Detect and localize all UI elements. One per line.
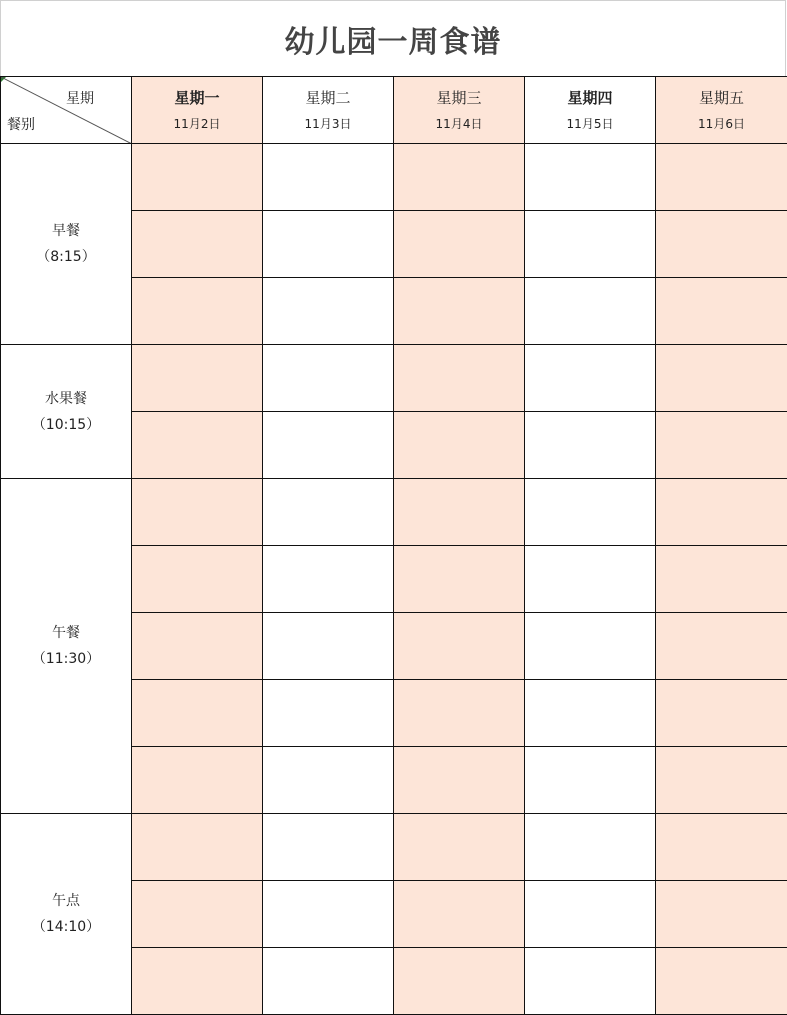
menu-cell[interactable] <box>394 747 525 814</box>
page-title: 幼儿园一周食谱 <box>284 24 502 60</box>
meal-time: （11:30） <box>31 651 101 667</box>
day-name: 星期二 <box>305 89 351 107</box>
meal-time: （14:10） <box>31 919 101 935</box>
day-date: 11月6日 <box>698 117 745 131</box>
menu-cell[interactable] <box>132 278 263 345</box>
day-header-cell[interactable] <box>394 77 525 144</box>
menu-cell[interactable] <box>132 948 263 1015</box>
header-row <box>1 77 787 144</box>
meal-label-cell[interactable] <box>1 814 132 1015</box>
day-date: 11月5日 <box>566 117 614 131</box>
table-row <box>1 479 787 546</box>
menu-cell[interactable] <box>525 278 656 345</box>
menu-cell[interactable] <box>263 948 394 1015</box>
day-name: 星期三 <box>436 89 482 107</box>
meal-label-cell[interactable] <box>1 479 132 814</box>
menu-cell[interactable] <box>263 412 394 479</box>
menu-cell[interactable] <box>525 412 656 479</box>
menu-cell[interactable] <box>525 345 656 412</box>
menu-cell[interactable] <box>525 211 656 278</box>
menu-cell[interactable] <box>132 747 263 814</box>
menu-cell[interactable] <box>132 144 263 211</box>
menu-cell[interactable] <box>132 881 263 948</box>
menu-cell[interactable] <box>132 479 263 546</box>
day-header-cell[interactable] <box>263 77 394 144</box>
menu-cell[interactable] <box>394 948 525 1015</box>
menu-cell[interactable] <box>394 814 525 881</box>
menu-cell[interactable] <box>656 680 787 747</box>
menu-cell[interactable] <box>263 345 394 412</box>
menu-cell[interactable] <box>656 278 787 345</box>
menu-cell[interactable] <box>132 345 263 412</box>
menu-cell[interactable] <box>263 680 394 747</box>
meal-name: 早餐 <box>52 223 80 239</box>
table-row <box>1 814 787 881</box>
menu-cell[interactable] <box>394 881 525 948</box>
menu-cell[interactable] <box>394 345 525 412</box>
meal-name: 午餐 <box>52 625 80 641</box>
menu-table <box>0 76 787 1015</box>
menu-cell[interactable] <box>656 412 787 479</box>
menu-cell[interactable] <box>263 546 394 613</box>
menu-cell[interactable] <box>525 747 656 814</box>
day-date: 11月3日 <box>304 117 352 131</box>
menu-cell[interactable] <box>263 814 394 881</box>
menu-cell[interactable] <box>132 680 263 747</box>
menu-cell[interactable] <box>525 144 656 211</box>
day-name: 星期四 <box>567 89 613 107</box>
menu-cell[interactable] <box>263 278 394 345</box>
menu-cell[interactable] <box>394 278 525 345</box>
menu-cell[interactable] <box>394 680 525 747</box>
corner-cell[interactable] <box>1 77 132 144</box>
menu-cell[interactable] <box>656 747 787 814</box>
menu-cell[interactable] <box>656 144 787 211</box>
menu-cell[interactable] <box>656 881 787 948</box>
menu-cell[interactable] <box>394 412 525 479</box>
menu-cell[interactable] <box>656 948 787 1015</box>
table-row <box>1 144 787 211</box>
menu-cell[interactable] <box>394 546 525 613</box>
menu-cell[interactable] <box>263 881 394 948</box>
meal-name: 水果餐 <box>45 390 87 407</box>
menu-cell[interactable] <box>656 546 787 613</box>
menu-cell[interactable] <box>263 211 394 278</box>
day-date: 11月2日 <box>173 117 221 131</box>
menu-cell[interactable] <box>263 613 394 680</box>
day-header-cell[interactable] <box>132 77 263 144</box>
menu-cell[interactable] <box>656 479 787 546</box>
menu-cell[interactable] <box>394 613 525 680</box>
menu-cell[interactable] <box>132 211 263 278</box>
menu-cell[interactable] <box>525 680 656 747</box>
menu-cell[interactable] <box>525 613 656 680</box>
menu-cell[interactable] <box>656 613 787 680</box>
menu-cell[interactable] <box>525 881 656 948</box>
menu-cell[interactable] <box>656 814 787 881</box>
meal-name: 午点 <box>52 893 80 909</box>
day-header-cell[interactable] <box>656 77 787 144</box>
menu-cell[interactable] <box>525 479 656 546</box>
meal-time: （10:15） <box>31 416 101 433</box>
menu-cell[interactable] <box>525 948 656 1015</box>
menu-cell[interactable] <box>656 345 787 412</box>
menu-cell[interactable] <box>394 144 525 211</box>
menu-cell[interactable] <box>525 546 656 613</box>
table-row <box>1 345 787 412</box>
menu-cell[interactable] <box>132 814 263 881</box>
day-name: 星期五 <box>698 89 744 107</box>
meal-label-cell[interactable] <box>1 144 132 345</box>
menu-cell[interactable] <box>132 546 263 613</box>
day-name: 星期一 <box>174 89 220 107</box>
menu-cell[interactable] <box>132 412 263 479</box>
title-row <box>0 0 786 76</box>
menu-cell[interactable] <box>656 211 787 278</box>
day-date: 11月4日 <box>435 117 483 131</box>
menu-cell[interactable] <box>394 211 525 278</box>
corner-week-label: 星期 <box>66 91 94 107</box>
meal-label-cell[interactable] <box>1 345 132 479</box>
day-header-cell[interactable] <box>525 77 656 144</box>
menu-cell[interactable] <box>525 814 656 881</box>
menu-cell[interactable] <box>263 479 394 546</box>
meal-time: （8:15） <box>36 249 96 265</box>
menu-cell[interactable] <box>263 747 394 814</box>
corner-meal-label: 餐别 <box>7 117 35 133</box>
menu-cell[interactable] <box>263 144 394 211</box>
menu-cell[interactable] <box>394 479 525 546</box>
menu-cell[interactable] <box>132 613 263 680</box>
